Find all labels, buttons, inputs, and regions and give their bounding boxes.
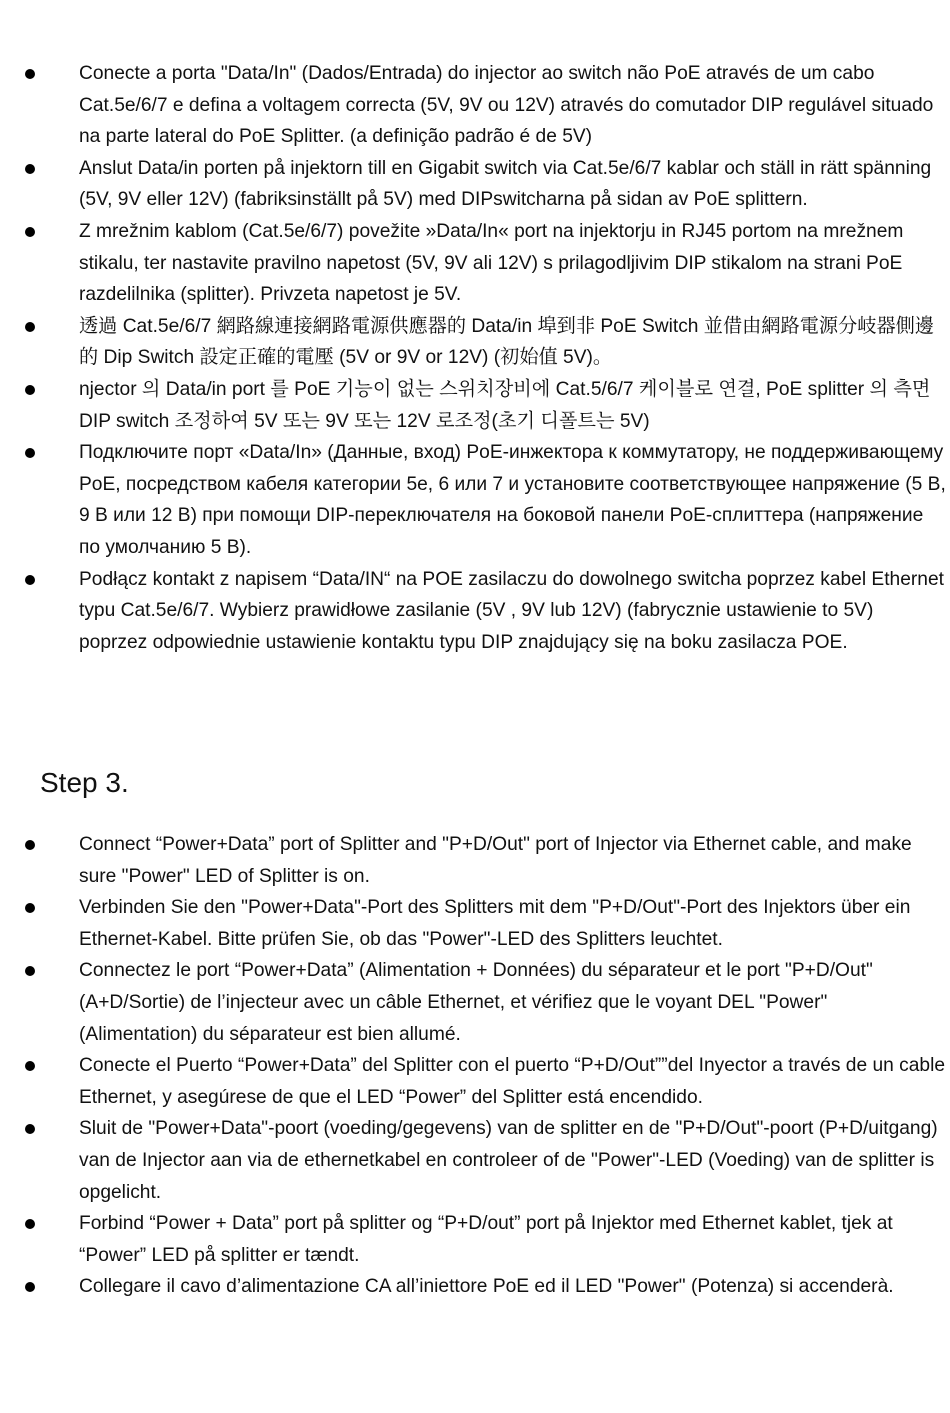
bullet-icon	[25, 966, 35, 976]
bullet-icon	[25, 448, 35, 458]
instruction-item-zh	[0, 311, 950, 374]
step-heading: Step 3.	[40, 767, 129, 798]
bullet-icon	[25, 1124, 35, 1134]
bullet-icon	[25, 322, 35, 332]
bullet-icon	[25, 164, 35, 174]
instruction-item-ko	[0, 374, 950, 437]
instruction-item-pl	[0, 564, 950, 659]
instruction-item-fr	[0, 955, 950, 1050]
instruction-item-sv	[0, 153, 950, 216]
instruction-item-es	[0, 1050, 950, 1113]
bullet-icon	[25, 1219, 35, 1229]
bullet-icon	[25, 385, 35, 395]
instruction-text: Podłącz kontakt z napisem “Data/IN“ na POE zasilaczu do dowolnego switcha poprzez kabel Ethernet typu Cat.5e/6/7. Wybierz prawidłowe zasilanie (5V , 9V lub 12V) (fabrycznie ustawienie to 5V) poprzez odpowiednie ustawienie kontaktu typu DIP znajdujący się na boku zasilacza POE.	[79, 568, 944, 653]
bullet-icon	[25, 1061, 35, 1071]
instruction-text: Verbinden Sie den "Power+Data"-Port des Splitters mit dem "P+D/Out"-Port des Injektors über ein Ethernet-Kabel. Bitte prüfen Sie, ob das "Power"-LED des Splitters leuchtet.	[79, 897, 911, 950]
instruction-text: 透過 Cat.5e/6/7 網路線連接網路電源供應器的 Data/in 埠到非 PoE Switch 並借由網路電源分岐器側邊的 Dip Switch 設定正確的電壓 (5V or 9V or 12V) (初始值 5V)。	[79, 315, 935, 369]
instruction-item-da	[0, 1208, 950, 1271]
bullet-icon	[25, 1282, 35, 1292]
instruction-item-it	[0, 1271, 950, 1303]
instruction-item-sl	[0, 216, 950, 311]
bullet-icon	[25, 69, 35, 79]
instruction-item-nl	[0, 1113, 950, 1208]
instruction-text: Forbind “Power + Data” port på splitter og “P+D/out” port på Injektor med Ethernet kablet, tjek at “Power” LED på splitter er tændt.	[79, 1213, 893, 1266]
bullet-icon	[25, 840, 35, 850]
instruction-text: Collegare il cavo d’alimentazione CA all’iniettore PoE ed il LED "Power" (Potenza) si accenderà.	[79, 1276, 894, 1298]
instruction-text: Anslut Data/in porten på injektorn till en Gigabit switch via Cat.5e/6/7 kablar och ställ in rätt spänning (5V, 9V eller 12V) (fabriksinställt på 5V) med DIPswitcharna på sidan av PoE splittern.	[79, 157, 932, 211]
instruction-item-ru	[0, 437, 950, 563]
instruction-text: Z mrežnim kablom (Cat.5e/6/7) povežite »Data/In« port na injektorju in RJ45 portom na mrežnem stikalu, ter nastavite pravilno napetost (5V, 9V ali 12V) s prilagodljivim DIP stikalom na strani PoE razdelilnika (splitter). Privzeta napetost je 5V.	[79, 220, 904, 306]
instruction-text: Подключите порт «Data/In» (Данные, вход) PoE-инжектора к коммутатору, не поддерживающему PoE, посредством кабеля категории 5e, 6 или 7 и установите соответствующее напряжение (5 В, 9 В или 12 В) при помощи DIP-переключателя на боковой панели PoE-сплиттера (напряжение по умолчанию 5 В).	[79, 442, 946, 558]
step3-instruction-list	[0, 829, 950, 1303]
instruction-text: Connect “Power+Data” port of Splitter and "P+D/Out" port of Injector via Ethernet cable, and make sure "Power" LED of Splitter is on.	[79, 834, 912, 887]
instruction-item-en	[0, 829, 950, 892]
bullet-icon	[25, 903, 35, 913]
step2-instruction-list	[0, 58, 950, 658]
instruction-item-de	[0, 892, 950, 955]
bullet-icon	[25, 227, 35, 237]
instruction-text: Connectez le port “Power+Data” (Alimentation + Données) du séparateur et le port "P+D/Out" (A+D/Sortie) de l’injecteur avec un câble Ethernet, et vérifiez que le voyant DEL "Power" (Alimentation) du séparateur est bien allumé.	[79, 960, 873, 1045]
bullet-icon	[25, 575, 35, 585]
instruction-text: Sluit de "Power+Data"-poort (voeding/gegevens) van de splitter en de "P+D/Out"-poort (P+D/uitgang) van de Injector aan via de ethernetkabel en controleer of de "Power"-LED (Voeding) van de splitter is opgelicht.	[79, 1118, 938, 1203]
instruction-text: Conecte a porta "Data/In" (Dados/Entrada) do injector ao switch não PoE através de um cabo Cat.5e/6/7 e defina a voltagem correcta (5V, 9V ou 12V) através do comutador DIP regulável situado na parte lateral do PoE Splitter. (a definição padrão é de 5V)	[79, 63, 934, 148]
instruction-item-pt	[0, 58, 950, 153]
instruction-text: njector 의 Data/in port 를 PoE 기능이 없는 스위치장비에 Cat.5/6/7 케이블로 연결, PoE splitter 의 측면 DIP switch 조정하여 5V 또는 9V 또는 12V 로조정(초기 디폴트는 5V)	[79, 378, 931, 432]
instruction-text: Conecte el Puerto “Power+Data” del Splitter con el puerto “P+D/Out””del Inyector a través de un cable Ethernet, y asegúrese de que el LED “Power” del Splitter está encendido.	[79, 1055, 946, 1108]
